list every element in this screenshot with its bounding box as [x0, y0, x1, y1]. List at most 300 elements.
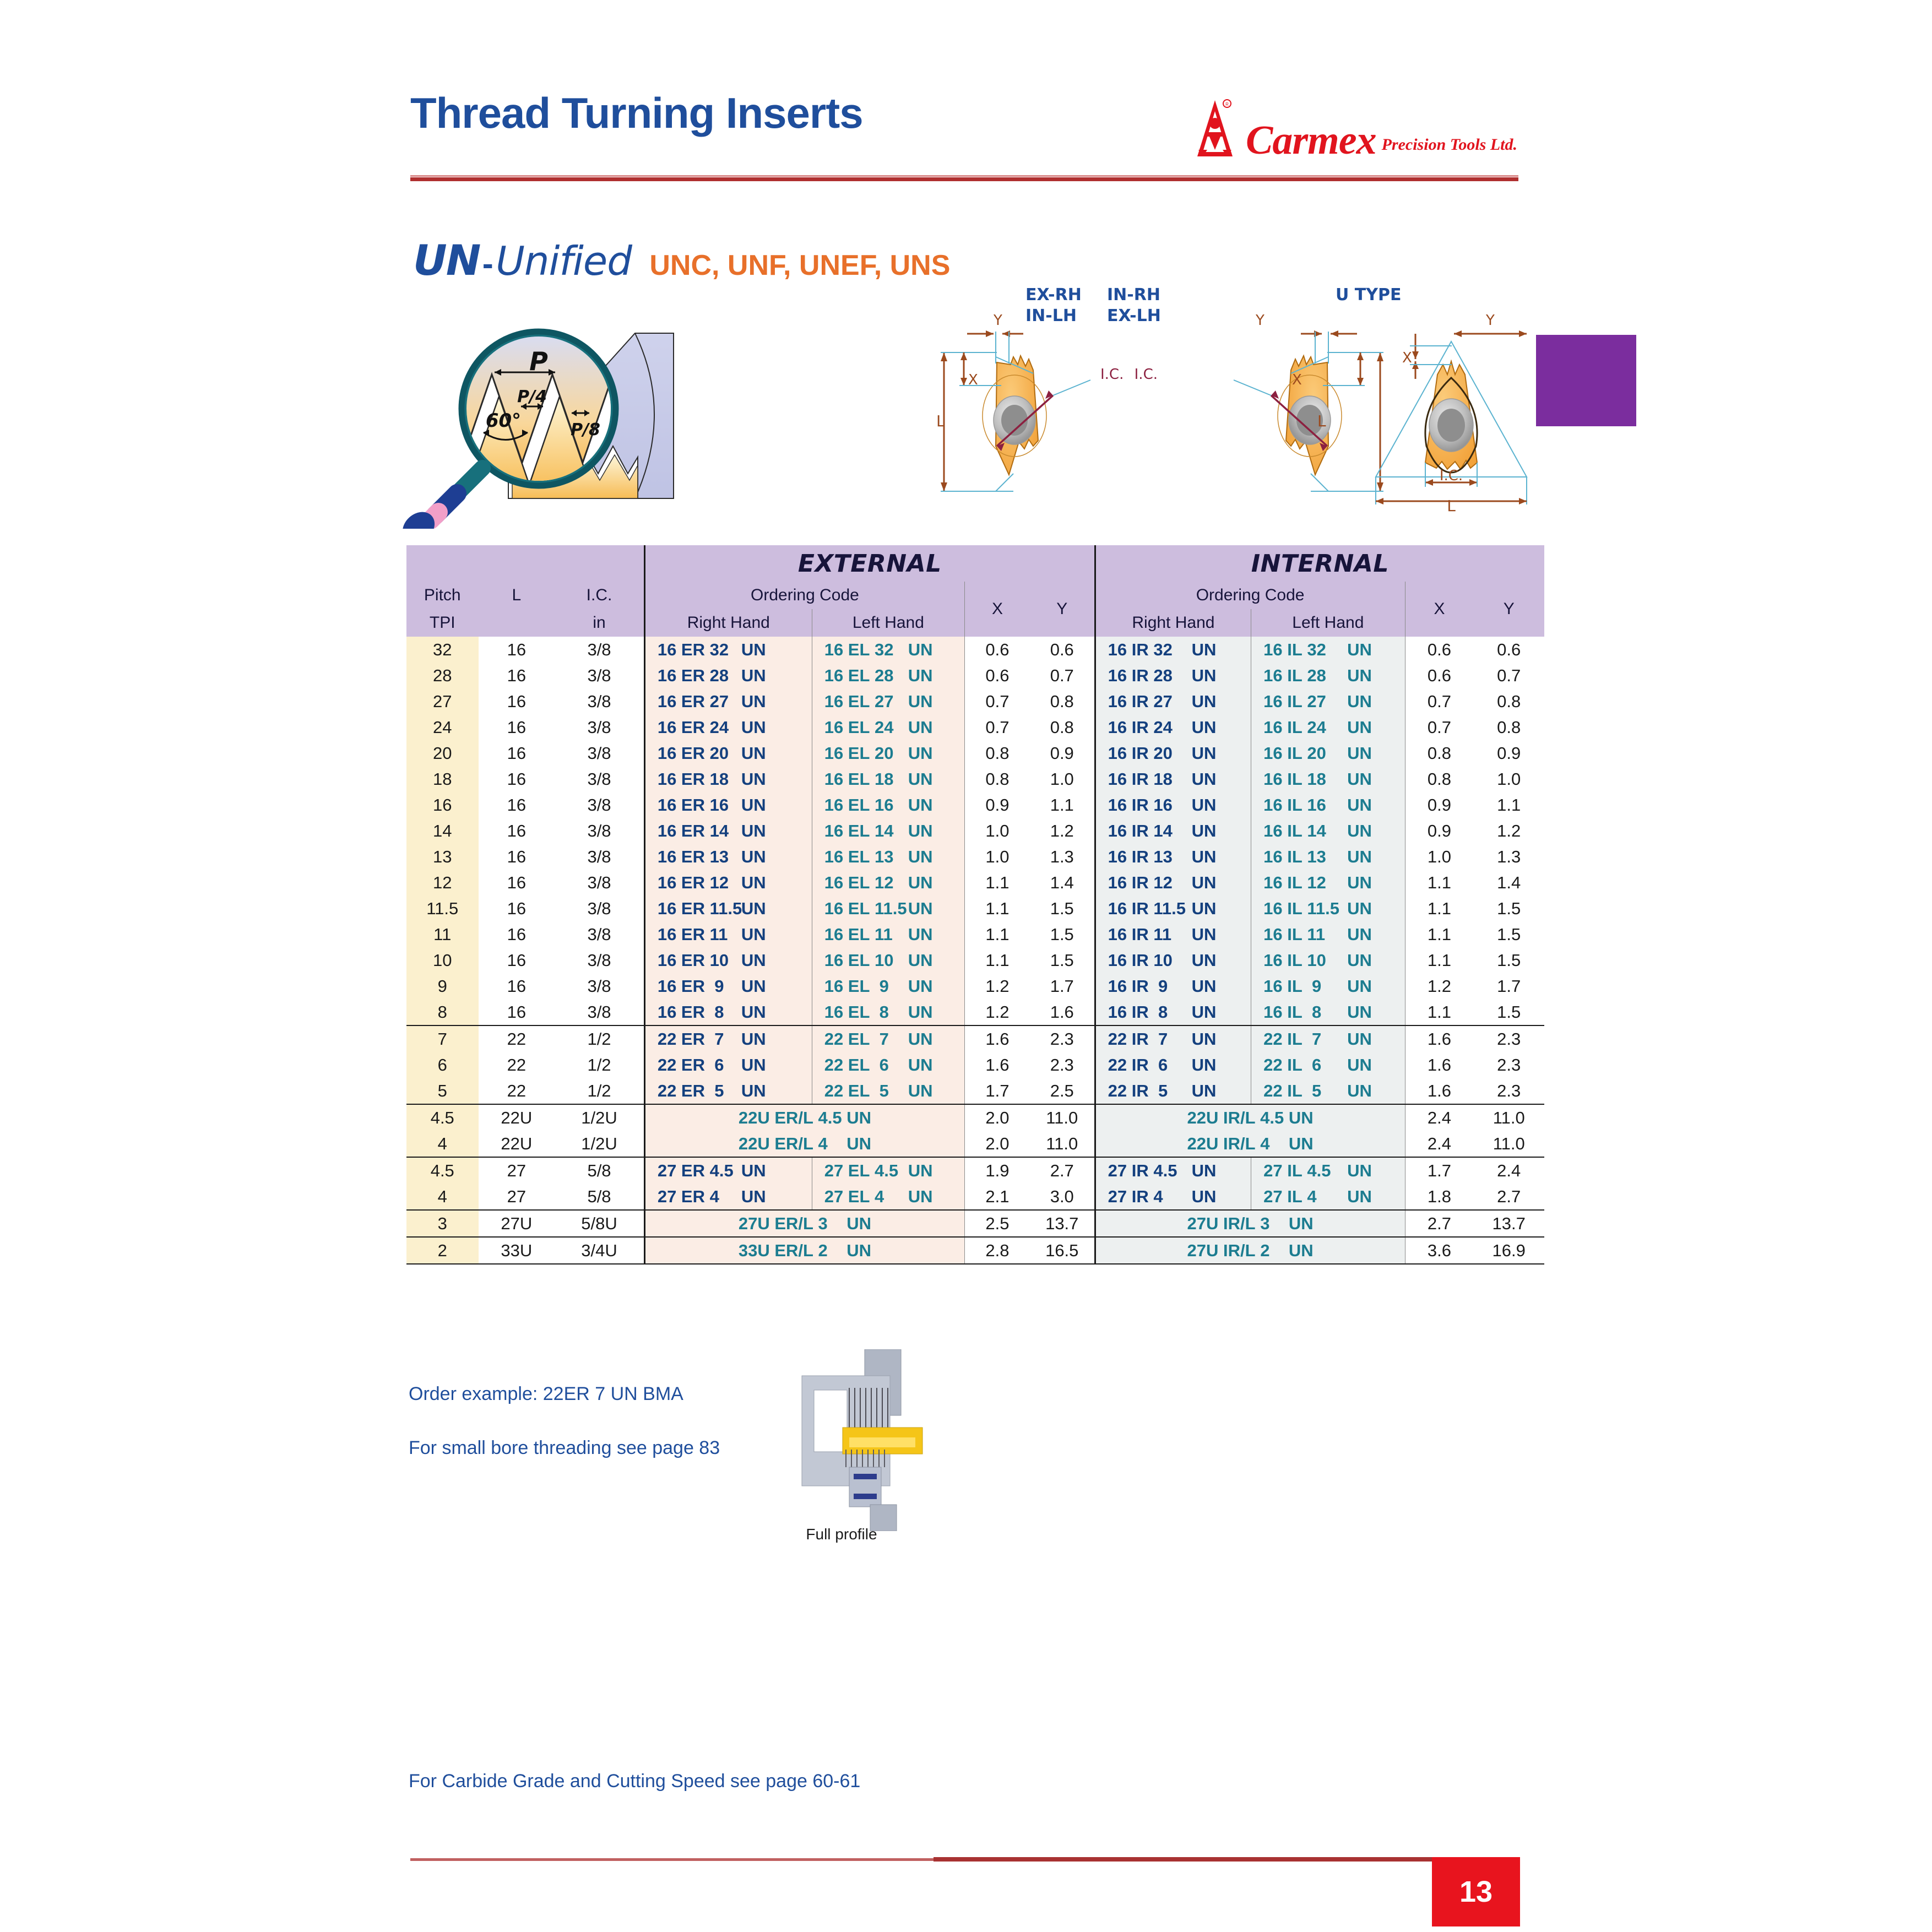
cell-l: 16 — [479, 766, 555, 792]
cell-pitch-tpi: 4.5 — [406, 1157, 479, 1184]
cell-internal-y: 1.5 — [1473, 999, 1544, 1025]
cell-pitch-tpi: 12 — [406, 870, 479, 896]
cell-internal-x: 1.2 — [1405, 973, 1473, 999]
cell-l: 16 — [479, 999, 555, 1025]
header-internal-x: X — [1434, 600, 1445, 618]
cell-l: 22 — [479, 1078, 555, 1104]
cell-internal-left-hand-code: 27 IL 4 UN — [1251, 1184, 1405, 1210]
table-row — [406, 921, 1544, 947]
header-ic: I.C. — [586, 586, 612, 604]
table-row — [406, 1104, 1544, 1131]
cell-ic: 3/4U — [555, 1237, 644, 1264]
diagram-2-caption-line2: EX-LH — [1107, 306, 1161, 325]
note-order-example: Order example: 22ER 7 UN BMA — [409, 1383, 683, 1404]
subtitle-thread-types: UNC, UNF, UNEF, UNS — [649, 249, 951, 281]
cell-internal-y: 1.0 — [1473, 766, 1544, 792]
cell-internal-left-hand-code: 16 IL 18 UN — [1251, 766, 1405, 792]
insert-diagram-ex-rh — [936, 312, 1124, 491]
cell-external-y: 1.5 — [1030, 921, 1095, 947]
cell-internal-y: 0.9 — [1473, 740, 1544, 766]
cell-external-x: 2.1 — [965, 1184, 1030, 1210]
cell-ic: 3/8 — [555, 896, 644, 921]
cell-l: 16 — [479, 688, 555, 714]
cell-external-y: 1.5 — [1030, 896, 1095, 921]
cell-internal-left-hand-code: 16 IL 12 UN — [1251, 870, 1405, 896]
cell-external-left-hand-code: 16 EL 14 UN — [812, 818, 964, 844]
cell-external-x: 1.1 — [965, 870, 1030, 896]
cell-internal-x: 1.1 — [1405, 870, 1473, 896]
cell-ic: 3/8 — [555, 973, 644, 999]
cell-external-x: 2.0 — [965, 1104, 1030, 1131]
cell-internal-y: 11.0 — [1473, 1131, 1544, 1157]
cell-external-left-hand-code: 16 EL 13 UN — [812, 844, 964, 870]
cell-internal-left-hand-code: 16 IL 24 UN — [1251, 714, 1405, 740]
table-row — [406, 688, 1544, 714]
cell-external-left-hand-code: 16 EL 20 UN — [812, 740, 964, 766]
cell-external-right-hand-code: 16 ER 13 UN — [644, 844, 812, 870]
cell-pitch-tpi: 11.5 — [406, 896, 479, 921]
header-rule — [410, 177, 1518, 181]
full-profile-tool-photo — [788, 1349, 925, 1531]
cell-pitch-tpi: 3 — [406, 1210, 479, 1237]
section-color-tab — [1536, 335, 1636, 426]
cell-external-right-hand-code: 16 ER 10 UN — [644, 947, 812, 973]
cell-external-y: 11.0 — [1030, 1131, 1095, 1157]
cell-external-x: 0.7 — [965, 714, 1030, 740]
diagram-1-label-l: L — [936, 412, 945, 430]
table-row — [406, 999, 1544, 1025]
cell-internal-right-hand-code: 16 IR 13 UN — [1095, 844, 1251, 870]
cell-internal-left-hand-code: 27 IL 4.5 UN — [1251, 1157, 1405, 1184]
cell-external-x: 0.8 — [965, 740, 1030, 766]
cell-external-right-hand-code: 27 ER 4 UN — [644, 1184, 812, 1210]
cell-internal-y: 16.9 — [1473, 1237, 1544, 1264]
table-row — [406, 1184, 1544, 1210]
cell-ic: 3/8 — [555, 999, 644, 1025]
cell-external-x: 0.7 — [965, 688, 1030, 714]
cell-external-left-hand-code: 16 EL 27 UN — [812, 688, 964, 714]
cell-pitch-tpi: 28 — [406, 663, 479, 688]
cell-l: 16 — [479, 921, 555, 947]
cell-internal-right-hand-code: 16 IR 11 UN — [1095, 921, 1251, 947]
cell-external-right-hand-code: 16 ER 28 UN — [644, 663, 812, 688]
diagram-1-label-x: X — [968, 372, 978, 388]
cell-external-y: 1.6 — [1030, 999, 1095, 1025]
table-row — [406, 1078, 1544, 1104]
cell-internal-y: 2.4 — [1473, 1157, 1544, 1184]
cell-l: 22U — [479, 1131, 555, 1157]
diagram-2-caption-line1: IN-RH — [1107, 285, 1160, 305]
cell-external-x: 1.6 — [965, 1025, 1030, 1052]
cell-internal-ordering-code-merged: 27U IR/L 3 UN — [1095, 1210, 1405, 1237]
table-row — [406, 740, 1544, 766]
cell-internal-ordering-code-merged: 27U IR/L 2 UN — [1095, 1237, 1405, 1264]
cell-pitch-tpi: 5 — [406, 1078, 479, 1104]
cell-internal-right-hand-code: 16 IR 10 UN — [1095, 947, 1251, 973]
cell-internal-x: 1.1 — [1405, 921, 1473, 947]
cell-l: 16 — [479, 637, 555, 663]
cell-internal-x: 1.6 — [1405, 1025, 1473, 1052]
cell-external-x: 1.2 — [965, 999, 1030, 1025]
cell-internal-right-hand-code: 22 IR 5 UN — [1095, 1078, 1251, 1104]
cell-external-right-hand-code: 16 ER 20 UN — [644, 740, 812, 766]
table-row — [406, 870, 1544, 896]
cell-pitch-tpi: 4 — [406, 1184, 479, 1210]
cell-internal-right-hand-code: 16 IR 16 UN — [1095, 792, 1251, 818]
cell-ic: 1/2 — [555, 1052, 644, 1078]
diagram-3-label-l: L — [1447, 497, 1456, 512]
cell-internal-right-hand-code: 16 IR 24 UN — [1095, 714, 1251, 740]
cell-external-right-hand-code: 16 ER 32 UN — [644, 637, 812, 663]
cell-external-left-hand-code: 27 EL 4 UN — [812, 1184, 964, 1210]
cell-internal-left-hand-code: 16 IL 20 UN — [1251, 740, 1405, 766]
cell-external-ordering-code-merged: 27U ER/L 3 UN — [644, 1210, 964, 1237]
cell-external-y: 2.3 — [1030, 1025, 1095, 1052]
table-row — [406, 766, 1544, 792]
cell-internal-right-hand-code: 27 IR 4.5 UN — [1095, 1157, 1251, 1184]
cell-external-x: 1.1 — [965, 921, 1030, 947]
diagram-1-label-y: Y — [994, 312, 1002, 329]
insert-diagram-in-rh — [1234, 330, 1383, 491]
diagram-2-label-x: X — [1292, 372, 1302, 388]
table-row — [406, 973, 1544, 999]
cell-external-y: 0.8 — [1030, 688, 1095, 714]
table-header-row-group — [406, 545, 1544, 582]
cell-ic: 3/8 — [555, 870, 644, 896]
cell-ic: 3/8 — [555, 818, 644, 844]
cell-external-x: 0.9 — [965, 792, 1030, 818]
cell-external-y: 1.2 — [1030, 818, 1095, 844]
cell-internal-x: 0.6 — [1405, 663, 1473, 688]
header-external-left-hand: Left Hand — [852, 614, 924, 632]
cell-internal-right-hand-code: 22 IR 7 UN — [1095, 1025, 1251, 1052]
cell-pitch-tpi: 6 — [406, 1052, 479, 1078]
cell-external-left-hand-code: 22 EL 7 UN — [812, 1025, 964, 1052]
header-internal-ordering-code: Ordering Code — [1196, 586, 1305, 604]
header-pitch: Pitch — [424, 586, 461, 604]
cell-l: 16 — [479, 896, 555, 921]
table-row — [406, 1052, 1544, 1078]
thread-profile-illustration — [395, 308, 709, 529]
cell-internal-y: 13.7 — [1473, 1210, 1544, 1237]
cell-ic: 3/8 — [555, 663, 644, 688]
note-small-bore: For small bore threading see page 83 — [409, 1437, 720, 1458]
cell-internal-right-hand-code: 16 IR 20 UN — [1095, 740, 1251, 766]
header-external-ordering-code: Ordering Code — [751, 586, 859, 604]
cell-pitch-tpi: 2 — [406, 1237, 479, 1264]
cell-internal-x: 1.8 — [1405, 1184, 1473, 1210]
cell-l: 22U — [479, 1104, 555, 1131]
cell-pitch-tpi: 8 — [406, 999, 479, 1025]
cell-pitch-tpi: 9 — [406, 973, 479, 999]
table-body — [406, 637, 1544, 1264]
cell-l: 27 — [479, 1157, 555, 1184]
cell-external-right-hand-code: 16 ER 14 UN — [644, 818, 812, 844]
cell-internal-y: 2.3 — [1473, 1078, 1544, 1104]
cell-external-y: 1.4 — [1030, 870, 1095, 896]
cell-internal-y: 0.7 — [1473, 663, 1544, 688]
cell-internal-left-hand-code: 22 IL 7 UN — [1251, 1025, 1405, 1052]
cell-external-right-hand-code: 16 ER 11 UN — [644, 921, 812, 947]
cell-ic: 5/8 — [555, 1184, 644, 1210]
cell-internal-x: 0.6 — [1405, 637, 1473, 663]
cell-ic: 3/8 — [555, 921, 644, 947]
cell-l: 22 — [479, 1052, 555, 1078]
cell-internal-x: 1.1 — [1405, 947, 1473, 973]
subtitle-unified: Unified — [496, 238, 632, 284]
cell-external-right-hand-code: 16 ER 12 UN — [644, 870, 812, 896]
cell-internal-x: 0.9 — [1405, 818, 1473, 844]
cell-external-left-hand-code: 16 EL 24 UN — [812, 714, 964, 740]
cell-internal-right-hand-code: 16 IR 12 UN — [1095, 870, 1251, 896]
cell-ic: 3/8 — [555, 792, 644, 818]
cell-pitch-tpi: 16 — [406, 792, 479, 818]
footer-rule-left — [410, 1858, 934, 1861]
cell-external-right-hand-code: 22 ER 6 UN — [644, 1052, 812, 1078]
cell-internal-x: 3.6 — [1405, 1237, 1473, 1264]
cell-internal-x: 2.4 — [1405, 1131, 1473, 1157]
diagram-2-label-y: Y — [1256, 312, 1265, 329]
cell-external-left-hand-code: 22 EL 6 UN — [812, 1052, 964, 1078]
carmex-logo-mark-icon — [1188, 99, 1241, 160]
carmex-wordmark: Carmex — [1246, 117, 1376, 163]
cell-internal-y: 1.1 — [1473, 792, 1544, 818]
cell-internal-y: 1.4 — [1473, 870, 1544, 896]
cell-internal-left-hand-code: 16 IL 16 UN — [1251, 792, 1405, 818]
cell-l: 16 — [479, 818, 555, 844]
cell-ic: 5/8 — [555, 1157, 644, 1184]
cell-internal-left-hand-code: 16 IL 27 UN — [1251, 688, 1405, 714]
cell-external-ordering-code-merged: 22U ER/L 4.5 UN — [644, 1104, 964, 1131]
cell-external-left-hand-code: 16 EL 32 UN — [812, 637, 964, 663]
cell-external-x: 0.6 — [965, 663, 1030, 688]
cell-l: 16 — [479, 973, 555, 999]
diagram-3-label-x: X — [1402, 350, 1412, 366]
cell-external-x: 2.8 — [965, 1237, 1030, 1264]
cell-internal-right-hand-code: 16 IR 28 UN — [1095, 663, 1251, 688]
cell-external-ordering-code-merged: 22U ER/L 4 UN — [644, 1131, 964, 1157]
cell-internal-y: 1.2 — [1473, 818, 1544, 844]
section-subtitle — [413, 236, 950, 285]
table-row — [406, 947, 1544, 973]
cell-internal-x: 1.6 — [1405, 1078, 1473, 1104]
tool-photo-caption: Full profile — [806, 1526, 877, 1543]
cell-external-x: 1.2 — [965, 973, 1030, 999]
cell-pitch-tpi: 27 — [406, 688, 479, 714]
cell-internal-y: 0.6 — [1473, 637, 1544, 663]
cell-l: 16 — [479, 663, 555, 688]
cell-internal-right-hand-code: 16 IR 8 UN — [1095, 999, 1251, 1025]
cell-internal-right-hand-code: 16 IR 14 UN — [1095, 818, 1251, 844]
cell-internal-right-hand-code: 16 IR 18 UN — [1095, 766, 1251, 792]
cell-pitch-tpi: 14 — [406, 818, 479, 844]
header-external-x: X — [991, 600, 1003, 618]
cell-external-x: 1.0 — [965, 818, 1030, 844]
label-60-degrees: 60° — [485, 410, 522, 432]
cell-external-left-hand-code: 16 EL 8 UN — [812, 999, 964, 1025]
subtitle-un: UN — [413, 236, 480, 285]
cell-external-y: 1.0 — [1030, 766, 1095, 792]
page-number-badge: 13 — [1432, 1857, 1520, 1926]
cell-external-left-hand-code: 16 EL 9 UN — [812, 973, 964, 999]
diagram-3-label-ic: I.C. — [1439, 468, 1463, 484]
diagram-2-label-l: L — [1317, 412, 1326, 430]
cell-external-x: 2.5 — [965, 1210, 1030, 1237]
cell-external-y: 0.6 — [1030, 637, 1095, 663]
cell-external-x: 1.9 — [965, 1157, 1030, 1184]
cell-l: 16 — [479, 870, 555, 896]
cell-ic: 3/8 — [555, 844, 644, 870]
cell-external-y: 2.5 — [1030, 1078, 1095, 1104]
cell-internal-x: 0.7 — [1405, 688, 1473, 714]
cell-l: 27 — [479, 1184, 555, 1210]
cell-external-x: 1.7 — [965, 1078, 1030, 1104]
cell-internal-right-hand-code: 16 IR 27 UN — [1095, 688, 1251, 714]
page-title: Thread Turning Inserts — [410, 89, 863, 137]
table-row — [406, 1237, 1544, 1264]
cell-internal-x: 2.4 — [1405, 1104, 1473, 1131]
table-header-row-labels — [406, 582, 1544, 609]
thread-insert-spec-table — [406, 545, 1544, 1265]
cell-external-x: 0.8 — [965, 766, 1030, 792]
cell-external-right-hand-code: 16 ER 8 UN — [644, 999, 812, 1025]
cell-l: 27U — [479, 1210, 555, 1237]
cell-internal-left-hand-code: 16 IL 11 UN — [1251, 921, 1405, 947]
carmex-tagline: Precision Tools Ltd. — [1381, 135, 1517, 154]
cell-external-right-hand-code: 16 ER 24 UN — [644, 714, 812, 740]
cell-external-right-hand-code: 16 ER 16 UN — [644, 792, 812, 818]
cell-ic: 1/2U — [555, 1104, 644, 1131]
cell-internal-x: 0.9 — [1405, 792, 1473, 818]
cell-internal-x: 1.0 — [1405, 844, 1473, 870]
cell-external-y: 16.5 — [1030, 1237, 1095, 1264]
cell-internal-left-hand-code: 16 IL 11.5 UN — [1251, 896, 1405, 921]
cell-external-x: 1.6 — [965, 1052, 1030, 1078]
cell-external-y: 2.7 — [1030, 1157, 1095, 1184]
cell-internal-left-hand-code: 16 IL 14 UN — [1251, 818, 1405, 844]
cell-ic: 3/8 — [555, 637, 644, 663]
cell-internal-y: 1.5 — [1473, 921, 1544, 947]
cell-l: 16 — [479, 714, 555, 740]
cell-internal-left-hand-code: 16 IL 8 UN — [1251, 999, 1405, 1025]
cell-ic: 3/8 — [555, 947, 644, 973]
cell-internal-x: 0.7 — [1405, 714, 1473, 740]
cell-internal-x: 1.6 — [1405, 1052, 1473, 1078]
label-p-over-8: P/8 — [571, 420, 600, 439]
table-row — [406, 637, 1544, 663]
cell-l: 22 — [479, 1025, 555, 1052]
cell-external-right-hand-code: 16 ER 9 UN — [644, 973, 812, 999]
cell-internal-y: 2.3 — [1473, 1025, 1544, 1052]
cell-internal-y: 2.3 — [1473, 1052, 1544, 1078]
cell-external-left-hand-code: 16 EL 11 UN — [812, 921, 964, 947]
cell-external-right-hand-code: 27 ER 4.5 UN — [644, 1157, 812, 1184]
cell-internal-y: 2.7 — [1473, 1184, 1544, 1210]
cell-internal-x: 1.1 — [1405, 896, 1473, 921]
table-header — [406, 545, 1544, 637]
header-tpi: TPI — [429, 614, 455, 632]
cell-external-x: 1.1 — [965, 947, 1030, 973]
header-l: L — [512, 586, 522, 604]
header-internal: INTERNAL — [1251, 549, 1389, 578]
cell-internal-left-hand-code: 16 IL 28 UN — [1251, 663, 1405, 688]
cell-internal-y: 1.3 — [1473, 844, 1544, 870]
cell-pitch-tpi: 7 — [406, 1025, 479, 1052]
cell-pitch-tpi: 10 — [406, 947, 479, 973]
cell-external-y: 1.7 — [1030, 973, 1095, 999]
insert-geometry-diagrams — [925, 281, 1542, 512]
cell-external-y: 2.3 — [1030, 1052, 1095, 1078]
cell-external-x: 1.1 — [965, 896, 1030, 921]
subtitle-dash: - — [482, 245, 493, 282]
cell-external-y: 13.7 — [1030, 1210, 1095, 1237]
table-row — [406, 1025, 1544, 1052]
diagram-1-caption-line2: IN-LH — [1025, 306, 1077, 325]
cell-internal-left-hand-code: 16 IL 10 UN — [1251, 947, 1405, 973]
cell-external-y: 0.7 — [1030, 663, 1095, 688]
cell-internal-y: 1.5 — [1473, 947, 1544, 973]
cell-external-y: 3.0 — [1030, 1184, 1095, 1210]
cell-l: 16 — [479, 844, 555, 870]
table-row — [406, 1210, 1544, 1237]
cell-external-left-hand-code: 16 EL 11.5 UN — [812, 896, 964, 921]
cell-external-left-hand-code: 16 EL 16 UN — [812, 792, 964, 818]
cell-pitch-tpi: 4.5 — [406, 1104, 479, 1131]
cell-internal-right-hand-code: 16 IR 11.5 UN — [1095, 896, 1251, 921]
cell-external-left-hand-code: 16 EL 28 UN — [812, 663, 964, 688]
cell-pitch-tpi: 11 — [406, 921, 479, 947]
table-row — [406, 792, 1544, 818]
cell-ic: 3/8 — [555, 714, 644, 740]
cell-l: 16 — [479, 792, 555, 818]
cell-external-right-hand-code: 16 ER 27 UN — [644, 688, 812, 714]
cell-ic: 1/2 — [555, 1078, 644, 1104]
cell-internal-left-hand-code: 22 IL 6 UN — [1251, 1052, 1405, 1078]
cell-pitch-tpi: 18 — [406, 766, 479, 792]
table-row — [406, 818, 1544, 844]
cell-internal-ordering-code-merged: 22U IR/L 4 UN — [1095, 1131, 1405, 1157]
table-row — [406, 663, 1544, 688]
cell-external-x: 0.6 — [965, 637, 1030, 663]
cell-external-y: 0.8 — [1030, 714, 1095, 740]
cell-ic: 3/8 — [555, 766, 644, 792]
diagram-3-caption-line1: U TYPE — [1336, 285, 1402, 305]
diagram-1-label-ic: I.C. — [1100, 366, 1124, 383]
cell-internal-right-hand-code: 16 IR 9 UN — [1095, 973, 1251, 999]
header-internal-y: Y — [1503, 600, 1515, 618]
cell-external-right-hand-code: 22 ER 7 UN — [644, 1025, 812, 1052]
cell-internal-left-hand-code: 16 IL 9 UN — [1251, 973, 1405, 999]
cell-internal-right-hand-code: 22 IR 6 UN — [1095, 1052, 1251, 1078]
header-rule-light — [410, 175, 1518, 177]
cell-internal-y: 1.7 — [1473, 973, 1544, 999]
cell-external-ordering-code-merged: 33U ER/L 2 UN — [644, 1237, 964, 1264]
diagram-1-caption-line1: EX-RH — [1025, 285, 1082, 305]
cell-l: 33U — [479, 1237, 555, 1264]
cell-internal-y: 0.8 — [1473, 688, 1544, 714]
diagram-2-label-ic: I.C. — [1134, 366, 1158, 383]
cell-external-y: 1.1 — [1030, 792, 1095, 818]
cell-ic: 1/2U — [555, 1131, 644, 1157]
cell-internal-left-hand-code: 16 IL 32 UN — [1251, 637, 1405, 663]
cell-pitch-tpi: 20 — [406, 740, 479, 766]
cell-external-x: 1.0 — [965, 844, 1030, 870]
cell-external-y: 0.9 — [1030, 740, 1095, 766]
cell-internal-x: 1.1 — [1405, 999, 1473, 1025]
table-row — [406, 1131, 1544, 1157]
label-pitch-p: P — [529, 346, 548, 376]
cell-ic: 3/8 — [555, 740, 644, 766]
